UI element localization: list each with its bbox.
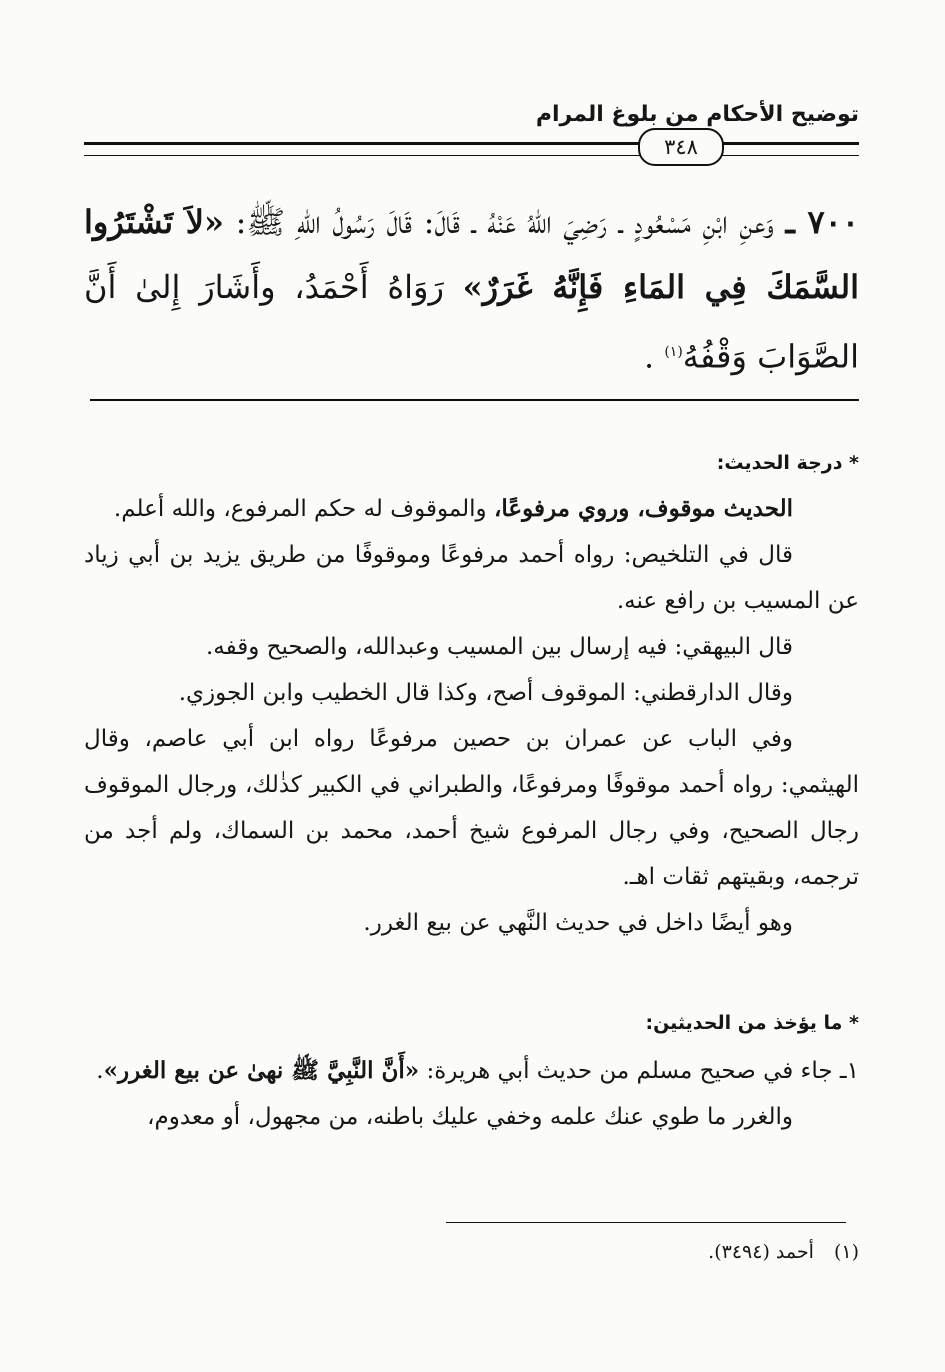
period: . (96, 1058, 104, 1084)
paragraph-text: والموقوف له حكم المرفوع، والله أعلم. (113, 496, 487, 522)
hadith-text (84, 190, 859, 390)
paragraph: قال البيهقي: فيه إرسال بين المسيب وعبدالله، والصحيح وقفه. (205, 634, 793, 660)
paragraph: وفي الباب عن عمران بن حصين مرفوعًا رواه ابن أبي عاصم، وقال الهيثمي: رواه أحمد موقوفًا ومرفوعًا، والطبراني في الكبير كذٰلك، ورجال الموقوف رجال الصحيح، وفي رجال المرفوع شيخ أحمد، محمد بن السماك، ولم أجد من ترجمه، وبقيتهم ثقات اهـ. (84, 726, 859, 890)
footnote-reference[interactable]: (١) (664, 344, 683, 360)
section-title-lessons: * ما يؤخذ من الحديثين: (645, 1012, 859, 1034)
hadith-grade-body (84, 486, 859, 946)
footnote-mark: (١) (833, 1241, 859, 1263)
running-title: توضيح الأحكام من بلوغ المرام (535, 102, 859, 127)
footnote (708, 1241, 859, 1263)
page-number-text: ٣٤٨ (664, 135, 698, 159)
lessons-body (84, 1048, 859, 1140)
section-title-hadith-grade: * درجة الحديث: (716, 452, 859, 474)
header-rule (84, 142, 859, 156)
paragraph: قال في التلخيص: رواه أحمد مرفوعًا وموقوفًا من طريق يزيد بن أبي زياد عن المسيب بن رافع عنه. (84, 542, 859, 614)
bold-quote: «أَنَّ النَّبِيَّ ﷺ نهىٰ عن بيع الغرر» (103, 1057, 420, 1084)
hadith-quote: «لاَ تَشْتَرُوا السَّمَكَ فِي المَاءِ فَإِنَّهُ غَرَرٌ» (84, 203, 860, 306)
footnote-rule (446, 1222, 846, 1223)
page-number (638, 128, 724, 166)
paragraph: وقال الدارقطني: الموقوف أصح، وكذا قال الخطيب وابن الجوزي. (178, 680, 793, 706)
footnote-text: أحمد (٣٤٩٤). (708, 1241, 814, 1263)
paragraph-text: ١ـ جاء في صحيح مسلم من حديث أبي هريرة: (426, 1058, 859, 1084)
paragraph (84, 1048, 859, 1094)
hadith-outro: رَوَاهُ أَحْمَدُ، وأَشَارَ إِلىٰ أَنَّ الصَّوَابَ وَقْفُهُ (84, 268, 859, 376)
paragraph: وهو أيضًا داخل في حديث النَّهي عن بيع الغرر. (363, 910, 793, 936)
paragraph (84, 486, 859, 532)
hadith-end: . (643, 337, 655, 376)
hadith-number: ٧٠٠ ـ (785, 203, 860, 241)
hadith-intro: وَعنِ ابْنِ مَسْعُودٍ ـ رَضِيَ اللهُ عَنْهُ ـ قَالَ: قَالَ رَسُولُ اللهِ ﷺ: (235, 203, 774, 241)
section-separator (90, 399, 859, 401)
paragraph: والغرر ما طوي عنك علمه وخفي عليك باطنه، من مجهول، أو معدوم، (147, 1104, 793, 1130)
bold-phrase: الحديث موقوف، وروي مرفوعًا، (493, 495, 793, 522)
